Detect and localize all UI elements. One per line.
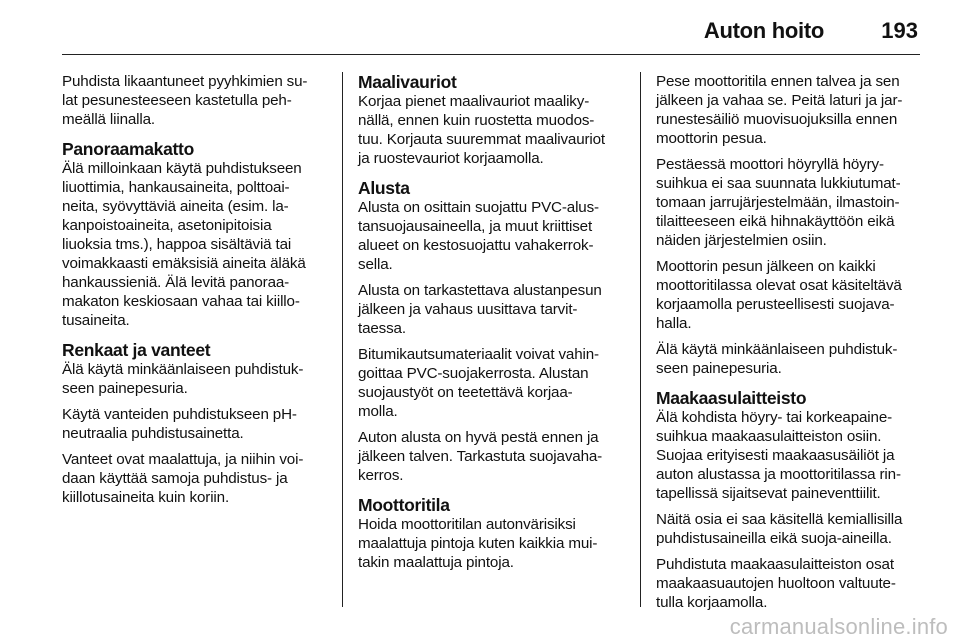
column-2 <box>358 72 628 579</box>
heading-panoraamakatto: Panoraamakatto <box>62 139 194 159</box>
paragraph: Hoida moottoritilan autonvärisiksi maalattuja pintoja kuten kaikkia mui- takin maalattuja pintoja. <box>358 516 598 571</box>
paragraph: Moottorin pesun jälkeen on kaikki moottoritilassa olevat osat käsiteltävä korjaamolla perusteellisesti suojava- halla. <box>656 258 902 332</box>
paragraph: Älä kohdista höyry- tai korkeapaine- suihkua maakaasulaitteiston osiin. Suojaa erityisesti maakaasusäiliöt ja auton alustassa ja moottoritilassa rin- tapellissä sijaitsevat paineventtiilit. <box>656 409 901 502</box>
heading-maalivauriot: Maalivauriot <box>358 72 457 92</box>
paragraph: Älä käytä minkäänlaiseen puhdistuk- seen painepesuria. <box>656 341 898 377</box>
column-divider <box>640 72 641 607</box>
paragraph: Pese moottoritila ennen talvea ja sen jälkeen ja vahaa se. Peitä laturi ja jar- runestesäiliö muovisuojuksilla ennen moottorin pesua. <box>656 73 903 147</box>
column-1 <box>62 72 330 514</box>
paragraph: Alusta on tarkastettava alustanpesun jälkeen ja vahaus uusittava tarvit- taessa. <box>358 282 602 337</box>
column-divider <box>342 72 343 607</box>
page-title: Auton hoito <box>703 18 824 43</box>
column-3 <box>656 72 922 619</box>
watermark: carmanualsonline.info <box>729 614 948 639</box>
heading-maakaasulaitteisto: Maakaasulaitteisto <box>656 388 807 408</box>
paragraph: Pestäessä moottori höyryllä höyry- suihkua ei saa suunnata lukkiutumat- tomaan jarrujärjestelmään, ilmastoin- tilaitteeseen eikä hihnakäyttöön eikä näiden järjestelmien osiin. <box>656 156 901 249</box>
paragraph: Älä milloinkaan käytä puhdistukseen liuottimia, hankausaineita, polttoai- neita, syövyttäviä aineita (esim. la- kanpoistoaineita, asetonipitoisia liuoksia tms.), happoa sisältäviä tai voimakkaasti emäksisiä aineita äläkä hankaussieniä. Älä levitä panoraa- makaton keskiosaan vahaa tai kiillo- tusaineita. <box>62 160 306 329</box>
paragraph: Auton alusta on hyvä pestä ennen ja jälkeen talven. Tarkastuta suojavaha- kerros. <box>358 429 603 484</box>
heading-renkaat-ja-vanteet: Renkaat ja vanteet <box>62 340 211 360</box>
paragraph: Älä käytä minkäänlaiseen puhdistuk- seen painepesuria. <box>62 361 304 397</box>
heading-alusta: Alusta <box>358 178 410 198</box>
paragraph: Vanteet ovat maalattuja, ja niihin voi- daan käyttää samoja puhdistus- ja kiillotusaineita kuin koriin. <box>62 451 304 506</box>
heading-moottoritila: Moottoritila <box>358 495 450 515</box>
intro-paragraph: Puhdista likaantuneet pyyhkimien su- lat pesunesteeseen kastetulla peh- meällä liinalla. <box>62 73 308 128</box>
paragraph: Bitumikautsumateriaalit voivat vahin- goittaa PVC-suojakerrosta. Alustan suojaustyöt on teetettävä korjaa- molla. <box>358 346 599 420</box>
paragraph: Käytä vanteiden puhdistukseen pH- neutraalia puhdistusainetta. <box>62 406 297 442</box>
paragraph: Puhdistuta maakaasulaitteiston osat maakaasuautojen huoltoon valtuute- tulla korjaamolla. <box>656 556 896 611</box>
paragraph: Näitä osia ei saa käsitellä kemiallisilla puhdistusaineilla eikä suoja-aineilla. <box>656 511 903 547</box>
paragraph: Korjaa pienet maalivauriot maaliky- nällä, ennen kuin ruostetta muodos- tuu. Korjauta suuremmat maalivauriot ja ruostevauriot korjaamolla. <box>358 93 605 167</box>
page-number: 193 <box>881 18 918 43</box>
paragraph: Alusta on osittain suojattu PVC-alus- tansuojausaineella, ja muut kriittiset alueet on kestosuojattu vahakerrok- sella. <box>358 199 599 273</box>
page-header <box>62 14 920 55</box>
